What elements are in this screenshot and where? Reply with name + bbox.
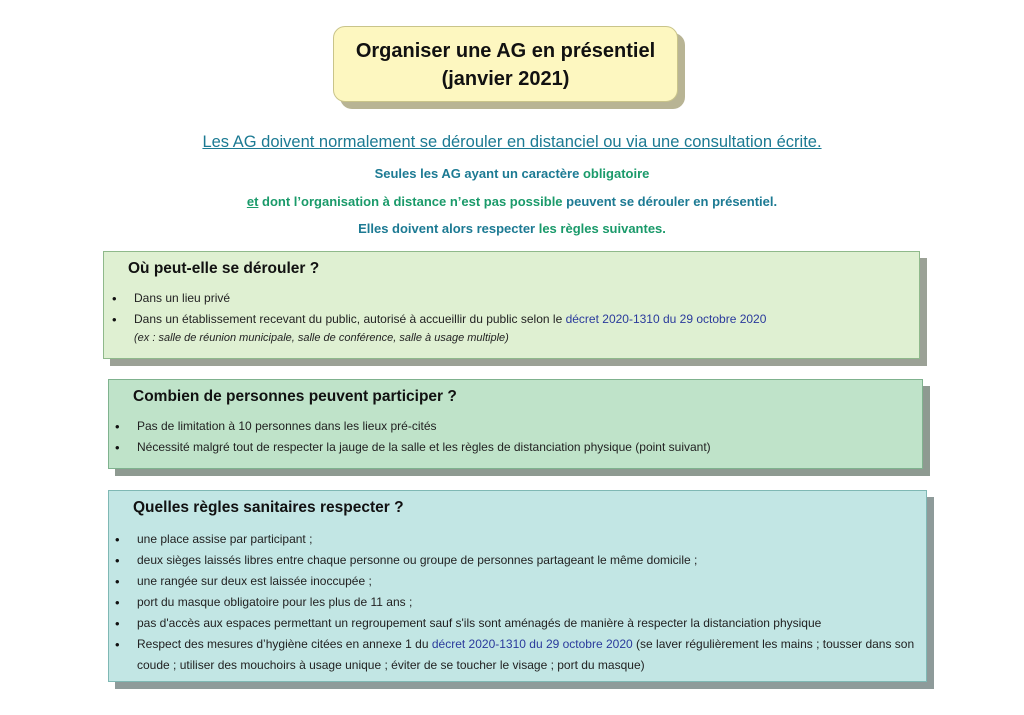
list-item bbox=[115, 529, 915, 550]
section3-list bbox=[115, 529, 915, 676]
list-item-subtext: (ex : salle de réunion municipale, salle de conférence, salle à usage multiple) bbox=[134, 332, 509, 344]
title-box bbox=[333, 26, 678, 102]
section2-list bbox=[115, 416, 905, 458]
intro-line3-suffix: peuvent se dérouler en présentiel. bbox=[562, 194, 778, 209]
list-item-text: Nécessité malgré tout de respecter la jauge de la salle et les règles de distanciation physique (point suivant) bbox=[137, 440, 711, 454]
list-item bbox=[115, 634, 915, 676]
intro-line2-highlight: obligatoire bbox=[582, 166, 650, 181]
list-item bbox=[115, 613, 915, 634]
intro-headline: Les AG doivent normalement se dérouler en distanciel ou via une consultation écrite. bbox=[202, 133, 822, 151]
section-where bbox=[103, 251, 920, 359]
list-item-text: (se laver régulièrement les mains ; tousser dans son coude ; utiliser des mouchoirs à usage unique ; éviter de se toucher le visage ; port du masque) bbox=[137, 637, 915, 672]
list-item bbox=[115, 592, 915, 613]
title-line1: Organiser une AG en présentiel bbox=[355, 40, 656, 62]
intro-line4-highlight: les règles suivantes. bbox=[538, 221, 666, 236]
list-item bbox=[115, 550, 915, 571]
list-item-text: Respect des mesures d’hygiène citées en annexe 1 du bbox=[137, 637, 432, 651]
list-item bbox=[115, 416, 905, 437]
decree-link[interactable]: décret 2020-1310 du 29 octobre 2020 bbox=[565, 312, 767, 326]
intro-line3-highlight: dont l’organisation à distance n’est pas possible bbox=[258, 194, 563, 209]
list-item-text: port du masque obligatoire pour les plus de 11 ans ; bbox=[137, 595, 413, 609]
decree-link[interactable]: décret 2020-1310 du 29 octobre 2020 bbox=[431, 637, 633, 651]
intro-line4-prefix: Elles doivent alors respecter bbox=[358, 221, 539, 236]
title-line2: (janvier 2021) bbox=[441, 68, 570, 90]
list-item bbox=[115, 437, 905, 458]
intro-line2 bbox=[0, 166, 1024, 181]
list-item-text: une place assise par participant ; bbox=[137, 532, 313, 546]
intro-line3-et: et bbox=[246, 194, 259, 209]
intro-line2-prefix: Seules les AG ayant un caractère bbox=[374, 166, 583, 181]
section3-heading: Quelles règles sanitaires respecter ? bbox=[133, 499, 404, 516]
section1-list bbox=[112, 288, 902, 346]
list-item-text: deux sièges laissés libres entre chaque personne ou groupe de personnes partageant le même domicile ; bbox=[137, 553, 698, 567]
section-rules bbox=[108, 490, 927, 682]
section-how-many bbox=[108, 379, 923, 469]
list-item-text: une rangée sur deux est laissée inoccupée ; bbox=[137, 574, 372, 588]
list-item-text: pas d'accès aux espaces permettant un regroupement sauf s'ils sont aménagés de manière à respecter la distanciation physique bbox=[137, 616, 822, 630]
list-item bbox=[112, 288, 902, 309]
section2-heading: Combien de personnes peuvent participer ? bbox=[133, 388, 457, 405]
section1-heading: Où peut-elle se dérouler ? bbox=[128, 260, 320, 277]
list-item-text: Dans un lieu privé bbox=[134, 291, 231, 305]
list-item bbox=[112, 309, 902, 346]
intro-line3 bbox=[0, 194, 1024, 209]
list-item-text: Dans un établissement recevant du public, autorisé à accueillir du public selon le bbox=[134, 312, 566, 326]
list-item-text: Pas de limitation à 10 personnes dans les lieux pré-cités bbox=[137, 419, 437, 433]
list-item bbox=[115, 571, 915, 592]
intro-line4 bbox=[0, 221, 1024, 236]
